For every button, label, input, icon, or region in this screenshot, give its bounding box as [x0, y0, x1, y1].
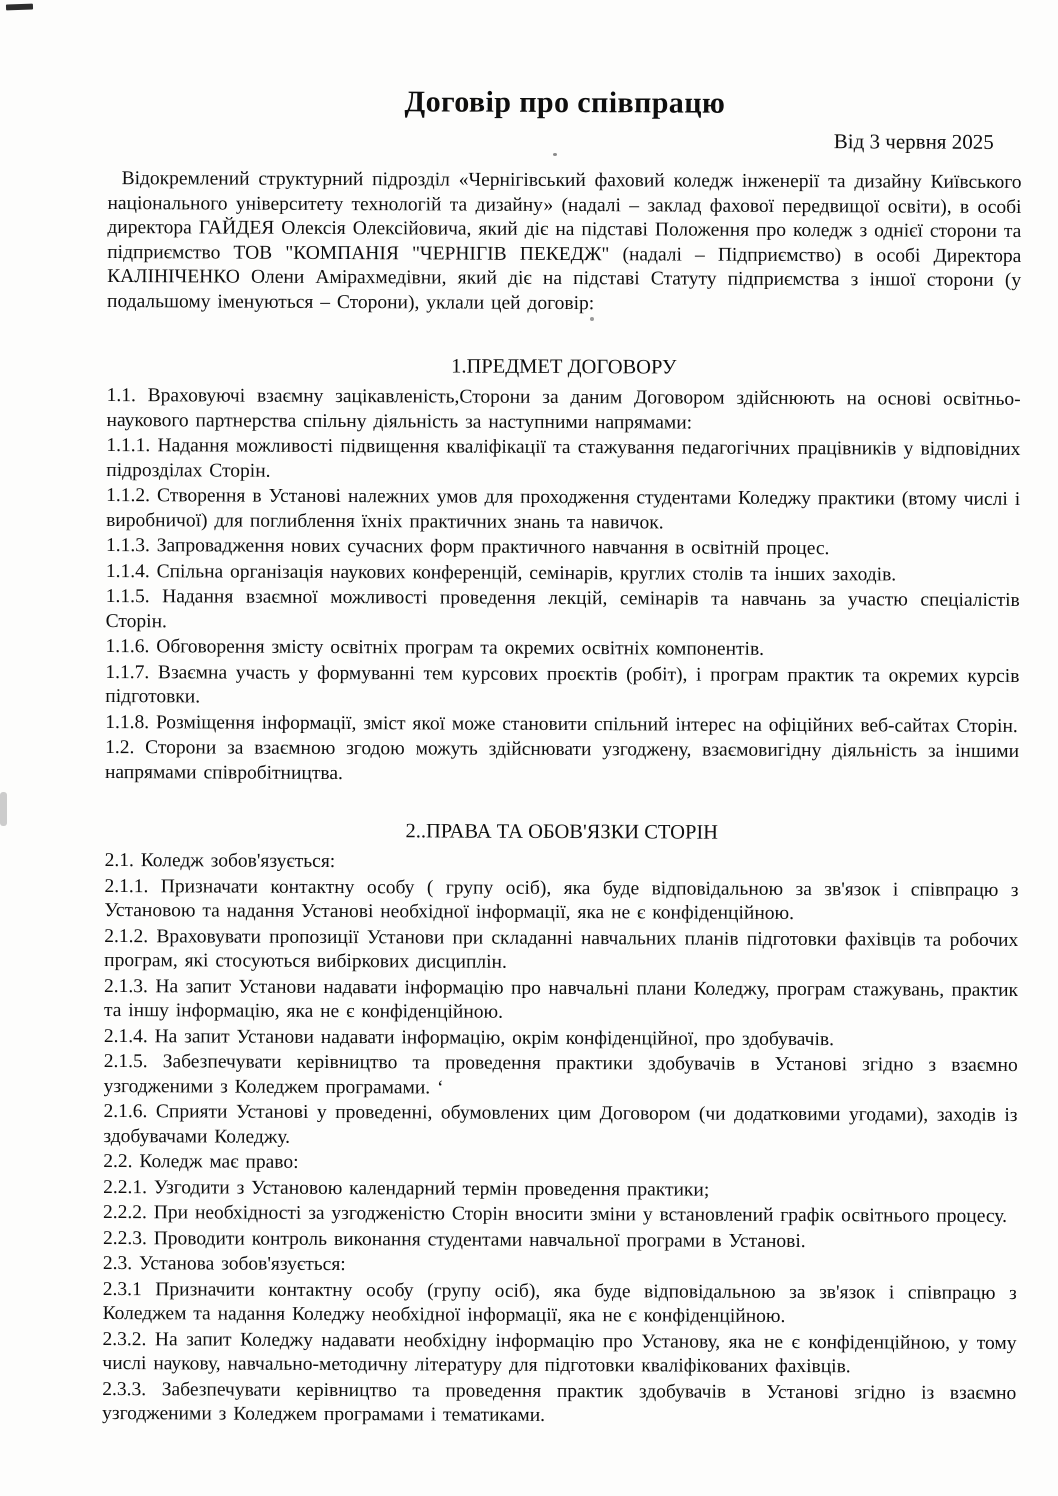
- clause-1-1-1: 1.1.1. Надання можливості підвищення кваліфікації та стажування педагогічних працівників у відповідних підрозділах Сторін.: [106, 435, 1021, 482]
- clause-2-1: 2.1. Коледж зобов'язується:: [104, 849, 336, 873]
- clause-1-1-4: 1.1.4. Спільна організація наукових конференцій, семінарів, круглих столів та інших заходів.: [105, 560, 897, 585]
- clause-1-1-2: 1.1.2. Створення в Установі належних умов для проходження студентами Коледжу практики (втому числі і виробничої) для поглиблення їхніх практичних знань та навичок.: [106, 485, 1021, 533]
- document-title: Договір про співпрацю: [404, 85, 726, 120]
- clause-2-1-6: 2.1.6. Сприяти Установі у проведенні, обумовлених цим Договором (чи додатковими угодами), заходів із здобувачами Коледжу.: [103, 1100, 1018, 1148]
- clause-2-1-5: 2.1.5. Забезпечувати керівництво та проведення практики здобувачів в Установі згідно з взаємно узгодженими з Коледжем програмами. ‘: [103, 1050, 1018, 1098]
- clause-1-1-5: 1.1.5. Надання взаємної можливості проведення лекцій, семінарів та навчань за участю спеціалістів Сторін.: [105, 586, 1020, 632]
- scan-artifact-edge-smudge: [0, 792, 7, 826]
- contract-body: [102, 84, 1022, 1431]
- clause-2-2-1: 2.2.1. Узгодити з Установою календарний термін проведення практики;: [103, 1176, 710, 1201]
- preamble-paragraph: Відокремлений структурний підрозділ «Чернігівський фаховий коледж інженерії та дизайну Київського національного університету технологій та дизайну» (надалі – заклад фахової передвищої освіти), в особі директора ГАЙДЕЯ Олексія Олексійовича, який діє на підставі Положення про коледж з однієї сторони та підприємство ТОВ "КОМПАНІЯ "ЧЕРНІГІВ ПЕКЕДЖ" (надалі – Підприємство) в особі Директора КАЛІНІЧЕНКО Олени Амірахмедівни, який діє на підставі Статуту підприємства з іншої сторони (у подальшому іменуються – Сторони), уклали цей договір:: [107, 168, 1022, 314]
- clause-1-1: 1.1. Враховуючі взаємну зацікавленість,Сторони за даним Договором здійснюють на основі освітньо-наукового партнерства спільну діяльність за наступними напрямами:: [106, 385, 1021, 434]
- clause-2-3-1: 2.3.1 Призначити контактну особу (групу осіб), яка буде відповідальною за зв'язок і співпрацю з Коледжем та надання Коледжу необхідної інформації, яка не є конфіденційною.: [102, 1278, 1017, 1327]
- clause-2-1-4: 2.1.4. На запит Установи надавати інформацію, окрім конфіденційної, про здобувачів.: [103, 1025, 835, 1050]
- scan-artifact-corner-dash: [6, 4, 33, 11]
- clause-1-1-3: 1.1.3. Запровадження нових сучасних форм практичного навчання в освітній процес.: [105, 535, 830, 560]
- clause-1-1-8: 1.1.8. Розміщення інформації, зміст якої може становити спільний інтерес на офіційних веб-сайтах Сторін.: [105, 711, 1018, 737]
- section-1-heading: 1.ПРЕДМЕТ ДОГОВОРУ: [451, 355, 677, 379]
- clause-1-1-7: 1.1.7. Взаємна участь у формуванні тем курсових проєктів (робіт), і програм практик та окремих курсів підготовки.: [105, 661, 1020, 708]
- clause-1-1-6: 1.1.6. Обговорення змісту освітніх програм та окремих освітніх компонентів.: [105, 636, 765, 660]
- clause-2-3-2: 2.3.2. На запит Коледжу надавати необхідну інформацію про Установу, яка не є конфіденційною, у тому числі наукову, навчально-методичну літературу для підготовки кваліфікованих фахівців.: [102, 1328, 1017, 1378]
- clause-2-2-2: 2.2.2. При необхідності за узгодженістю Сторін вносити зміни у встановлений графік освітнього процесу.: [103, 1201, 1008, 1227]
- document-date: Від 3 червня 2025: [833, 129, 994, 154]
- clause-2-1-2: 2.1.2. Враховувати пропозиції Установи при складанні навчальних планів підготовки фахівців та робочих програм, які стосуються вибіркових дисциплін.: [104, 925, 1019, 973]
- section-1-subject: [105, 354, 1021, 789]
- clause-2-1-3: 2.1.3. На запит Установи надавати інформацію про навчальні плани Коледжу, програм стажувань, практик та іншу інформацію, яка не є конфіденційною.: [103, 975, 1019, 1023]
- clause-2-2-3: 2.2.3. Проводити контроль виконання студентами навчальної програми в Установі.: [102, 1227, 806, 1252]
- clause-2-3: 2.3. Установа зобов'язується:: [102, 1252, 346, 1276]
- clause-2-2: 2.2. Коледж має право:: [103, 1150, 299, 1173]
- section-2-rights-obligations: [102, 819, 1019, 1430]
- clause-2-3-3: 2.3.3. Забезпечувати керівництво та проведення практик здобувачів в Установі згідно із взаємно узгодженими з Коледжем програмами і тематиками.: [102, 1378, 1017, 1426]
- section-2-heading: 2..ПРАВА ТА ОБОВ'ЯЗКИ СТОРІН: [405, 820, 719, 844]
- clause-1-2: 1.2. Сторони за взаємною згодою можуть здійснювати узгоджену, взаємовигідну діяльність за іншими напрямами співробітництва.: [104, 736, 1020, 784]
- clause-2-1-1: 2.1.1. Призначати контактну особу ( групу осіб), яка буде відповідальною за зв'язок і співпрацю з Установою та надання Установі необхідної інформації, яка не є конфіденційною.: [104, 875, 1019, 925]
